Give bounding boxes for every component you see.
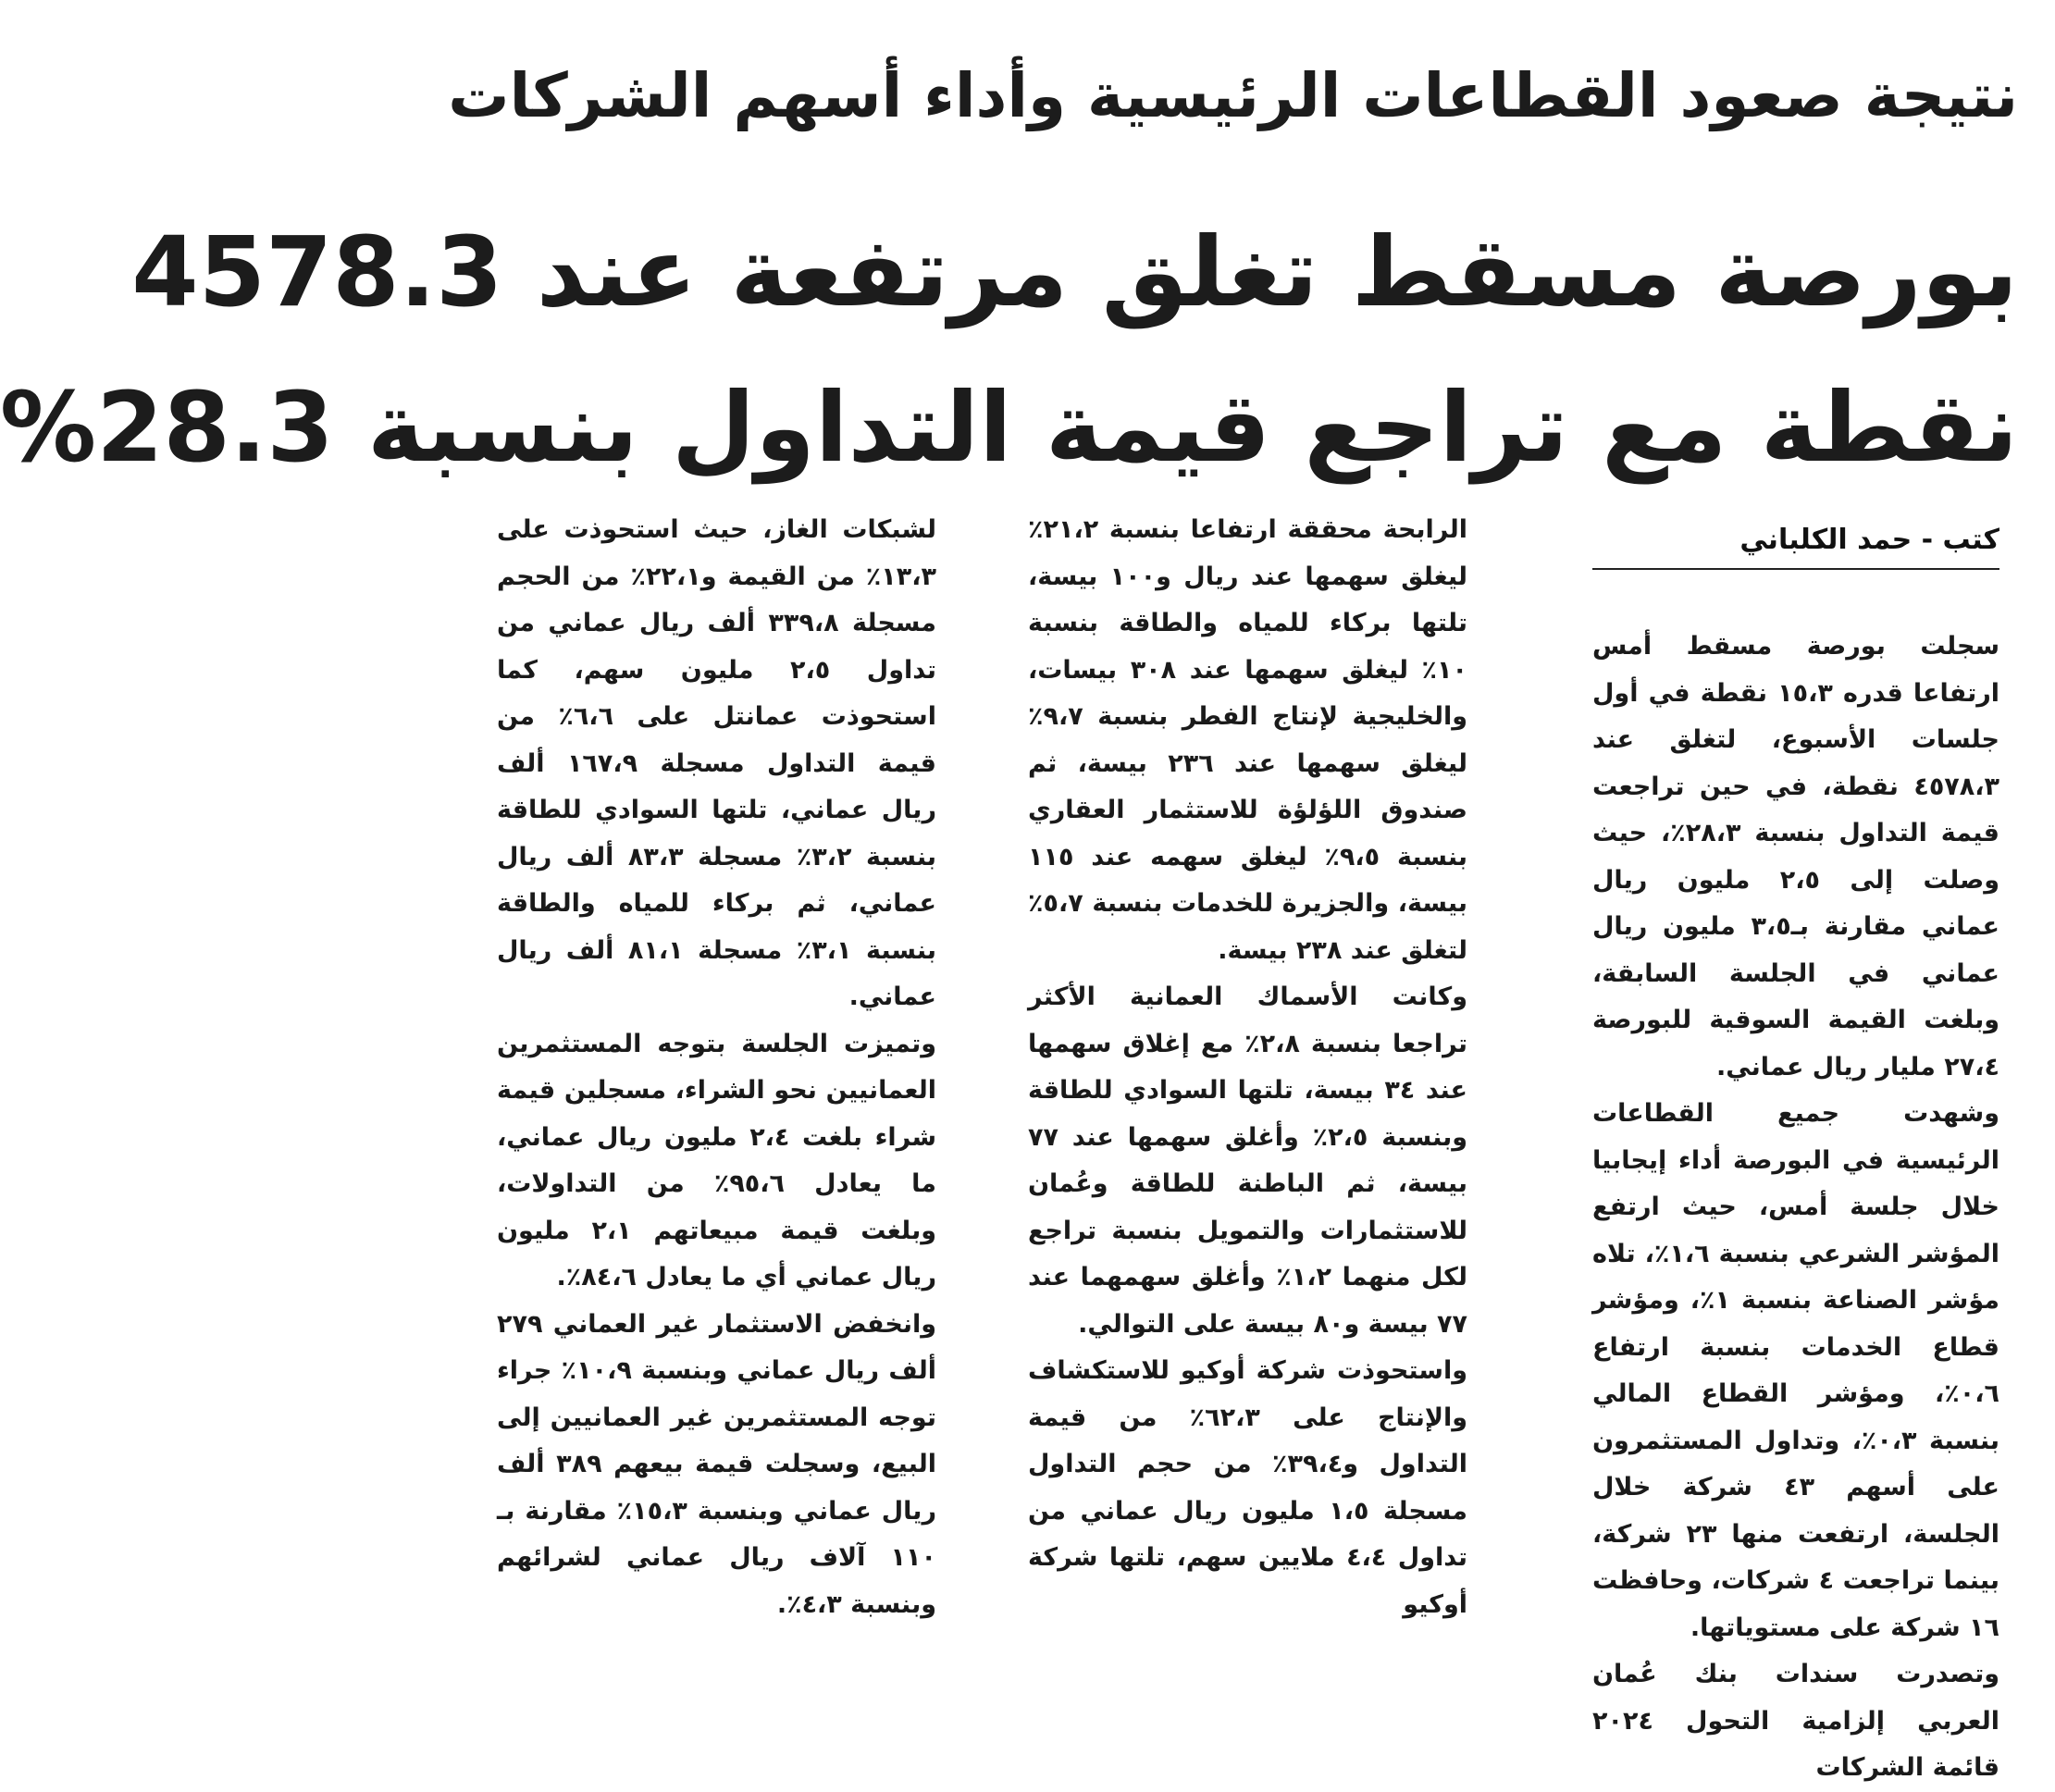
- article-column-2: [1028, 507, 1468, 1619]
- paragraph: وتصدرت سندات بنك عُمان العربي إلزامية التحول ٢٠٢٤ قائمة الشركات: [1592, 1660, 1999, 1782]
- paragraph: وكانت الأسماك العمانية الأكثر تراجعا بنسبة ٢،٨٪ مع إغلاق سهمها عند ٣٤ بيسة، تلتها السوادي للطاقة وبنسبة ٢،٥٪ وأغلق سهمها عند ٧٧ بيسة، ثم الباطنة للطاقة وعُمان للاستثمارات والتمويل بنسبة تراجع لكل منهما ١،٢٪ وأغلق سهمهما عند ٧٧ بيسة و٨٠ بيسة على التوالي.: [1028, 983, 1468, 1339]
- article-column-1: [1592, 624, 2000, 1782]
- paragraph: سجلت بورصة مسقط أمس ارتفاعا قدره ١٥،٣ نقطة في أول جلسات الأسبوع، لتغلق عند ٤٥٧٨،٣ نقطة، في حين تراجعت قيمة التداول بنسبة ٢٨،٣٪، حيث وصلت إلى ٢،٥ مليون ريال عماني مقارنة بـ٣،٥ مليون ريال عماني في الجلسة السابقة، وبلغت القيمة السوقية للبورصة ٢٧،٤ مليار ريال عماني.: [1592, 632, 2000, 1081]
- paragraph: وانخفض الاستثمار غير العماني ٢٧٩ ألف ريال عماني وبنسبة ١٠،٩٪ جراء توجه المستثمرين غير العمانيين إلى البيع، وسجلت قيمة بيعهم ٣٨٩ ألف ريال عماني وبنسبة ١٥،٣٪ مقارنة بـ ١١٠ آلاف ريال عماني لشرائهم وبنسبة ٤،٣٪.: [497, 1309, 936, 1619]
- paragraph: الرابحة محققة ارتفاعا بنسبة ٢١،٢٪ ليغلق سهمها عند ريال و١٠٠ بيسة، تلتها بركاء للمياه والطاقة بنسبة ١٠٪ ليغلق سهمها عند ٣٠٨ بيسات، والخليجية لإنتاج الفطر بنسبة ٩،٧٪ ليغلق سهمها عند ٢٣٦ بيسة، ثم صندوق اللؤلؤة للاستثمار العقاري بنسبة ٩،٥٪ ليغلق سهمه عند ١١٥ بيسة، والجزيرة للخدمات بنسبة ٥،٧٪ لتغلق عند ٢٣٨ بيسة.: [1028, 515, 1468, 965]
- article-kicker: نتيجة صعود القطاعات الرئيسية وأداء أسهم الشركات: [448, 60, 2018, 131]
- article-byline: كتب - حمد الكلباني: [1592, 520, 1999, 570]
- paragraph: لشبكات الغاز، حيث استحوذت على ١٣،٣٪ من القيمة و٢٢،١٪ من الحجم مسجلة ٣٣٩،٨ ألف ريال عماني من تداول ٢،٥ مليون سهم، كما استحوذت عمانتل على ٦،٦٪ من قيمة التداول مسجلة ١٦٧،٩ ألف ريال عماني، تلتها السوادي للطاقة بنسبة ٣،٢٪ مسجلة ٨٣،٣ ألف ريال عماني، ثم بركاء للمياه والطاقة بنسبة ٣،١٪ مسجلة ٨١،١ ألف ريال عماني.: [497, 515, 937, 1011]
- article-headline: [0, 194, 2018, 505]
- paragraph: واستحوذت شركة أوكيو للاستكشاف والإنتاج على ٦٢،٣٪ من قيمة التداول و٣٩،٤٪ من حجم التداول مسجلة ١،٥ مليون ريال عماني من تداول ٤،٤ ملايين سهم، تلتها شركة أوكيو: [1028, 1356, 1468, 1619]
- headline-line-1: بورصة مسقط تغلق مرتفعة عند 4578.3: [131, 216, 2018, 328]
- article-column-3: [497, 507, 937, 1619]
- paragraph: وشهدت جميع القطاعات الرئيسية في البورصة أداء إيجابيا خلال جلسة أمس، حيث ارتفع المؤشر الشرعي بنسبة ١،٦٪، تلاه مؤشر الصناعة بنسبة ١٪، ومؤشر قطاع الخدمات بنسبة ارتفاع ٠،٦٪، ومؤشر القطاع المالي بنسبة ٠،٣٪، وتداول المستثمرون على أسهم ٤٣ شركة خلال الجلسة، ارتفعت منها ٢٣ شركة، بينما تراجعت ٤ شركات، وحافظت ١٦ شركة على مستوياتها.: [1592, 1099, 1999, 1642]
- headline-line-2: نقطة مع تراجع قيمة التداول بنسبة 28.3%: [0, 371, 2018, 484]
- paragraph: وتميزت الجلسة بتوجه المستثمرين العمانيين نحو الشراء، مسجلين قيمة شراء بلغت ٢،٤ مليون ريال عماني، ما يعادل ٩٥،٦٪ من التداولات، وبلغت قيمة مبيعاتهم ٢،١ مليون ريال عماني أي ما يعادل ٨٤،٦٪.: [497, 1029, 936, 1291]
